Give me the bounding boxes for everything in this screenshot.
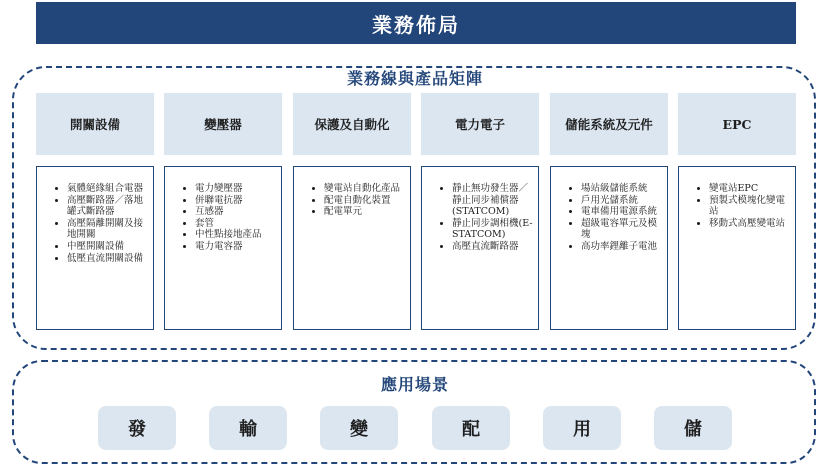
product-list-box bbox=[421, 166, 539, 330]
product-list bbox=[294, 167, 410, 218]
product-list bbox=[551, 167, 667, 253]
product-item: • 互感器 bbox=[195, 206, 277, 218]
category-heading: 儲能系統及元件 bbox=[550, 93, 668, 155]
application-scenario: 配 bbox=[432, 406, 510, 450]
application-scenario: 儲 bbox=[654, 406, 732, 450]
product-item: • 高壓直流斷路器 bbox=[452, 241, 534, 253]
product-item: • 電車備用電源系統 bbox=[581, 206, 663, 218]
product-item: • 高壓隔離開關及接地開關 bbox=[67, 218, 149, 241]
application-scenario: 用 bbox=[543, 406, 621, 450]
product-list-box bbox=[678, 166, 796, 330]
product-item: • 超級電容單元及模塊 bbox=[581, 218, 663, 241]
product-item: • 變電站自動化產品 bbox=[324, 183, 406, 195]
product-list-box bbox=[293, 166, 411, 330]
product-item: • 中性點接地產品 bbox=[195, 229, 277, 241]
application-scenario: 輸 bbox=[209, 406, 287, 450]
product-list bbox=[165, 167, 281, 253]
product-list-box bbox=[164, 166, 282, 330]
product-item: • 配電自動化裝置 bbox=[324, 195, 406, 207]
product-item: • 電力變壓器 bbox=[195, 183, 277, 195]
product-list bbox=[422, 167, 538, 253]
product-list-box bbox=[36, 166, 154, 330]
product-item: • 戶用光儲系統 bbox=[581, 195, 663, 207]
product-item: • 靜止無功發生器／靜止同步補償器(STATCOM) bbox=[452, 183, 534, 218]
product-item: • 移動式高壓變電站 bbox=[709, 218, 791, 230]
product-item: • 場站級儲能系統 bbox=[581, 183, 663, 195]
product-list-box bbox=[550, 166, 668, 330]
category-heading: 變壓器 bbox=[164, 93, 282, 155]
product-item: • 套管 bbox=[195, 218, 277, 230]
category-heading: 電力電子 bbox=[421, 93, 539, 155]
product-list bbox=[679, 167, 795, 229]
product-item: • 高功率鋰離子電池 bbox=[581, 241, 663, 253]
product-item: • 中壓開關設備 bbox=[67, 241, 149, 253]
category-heading: 開關設備 bbox=[36, 93, 154, 155]
product-item: • 變電站EPC bbox=[709, 183, 791, 195]
matrix-title: 業務線與產品矩陣 bbox=[346, 69, 483, 88]
application-scenario: 變 bbox=[320, 406, 398, 450]
product-list bbox=[37, 167, 153, 264]
product-item: • 氣體絕緣組合電器 bbox=[67, 183, 149, 195]
page-title: 業務佈局 bbox=[36, 2, 796, 44]
product-item: • 低壓直流開關設備 bbox=[67, 253, 149, 265]
application-scenario: 發 bbox=[98, 406, 176, 450]
product-item: • 配電單元 bbox=[324, 206, 406, 218]
category-heading: 保護及自動化 bbox=[293, 93, 411, 155]
product-item: • 電力電容器 bbox=[195, 241, 277, 253]
category-heading: EPC bbox=[678, 93, 796, 155]
product-item: • 靜止同步調相機(E-STATCOM) bbox=[452, 218, 534, 241]
product-item: • 預製式模塊化變電站 bbox=[709, 195, 791, 218]
product-item: • 併聯電抗器 bbox=[195, 195, 277, 207]
applications-title: 應用場景 bbox=[380, 375, 449, 394]
product-item: • 高壓斷路器／落地罐式斷路器 bbox=[67, 195, 149, 218]
